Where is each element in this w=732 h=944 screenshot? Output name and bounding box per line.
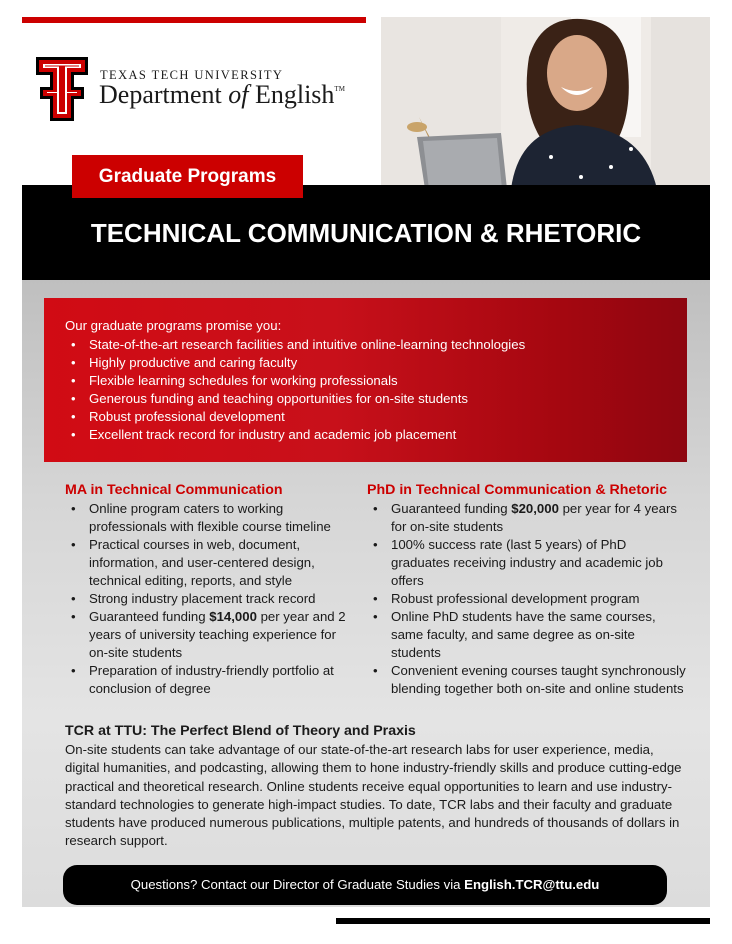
ma-section xyxy=(65,482,355,698)
list-item xyxy=(65,608,355,662)
phd-heading: PhD in Technical Communication & Rhetoric xyxy=(367,482,668,498)
list-item: • Robust professional development program xyxy=(367,590,687,608)
funding-suffix: per year for 4 years for on-site students xyxy=(391,501,677,534)
ma-heading: MA in Technical Communication xyxy=(65,482,283,498)
list-item: • State-of-the-art research facilities and intuitive online-learning technologies xyxy=(65,336,525,354)
funding-prefix: Guaranteed funding xyxy=(89,609,210,624)
list-item: • Strong industry placement track record xyxy=(65,590,355,608)
trademark-mark: TM xyxy=(334,85,345,93)
list-item: • Flexible learning schedules for working professionals xyxy=(65,372,525,390)
blend-heading: TCR at TTU: The Perfect Blend of Theory and Praxis xyxy=(65,723,416,739)
contact-text: Questions? Contact our Director of Graduate Studies via xyxy=(130,877,465,892)
ma-list xyxy=(65,500,355,698)
list-item: • Practical courses in web, document, information, and user-centered design, technical editing, reports, and style xyxy=(65,536,355,590)
funding-amount: $14,000 xyxy=(209,609,257,624)
promise-list xyxy=(65,336,525,444)
promise-intro: Our graduate programs promise you: xyxy=(65,318,282,333)
blend-paragraph: On-site students can take advantage of our state-of-the-art research labs for user experience, media, digital humanities, and podcasting, allowing them to hone industry-friendly skills and produce cutting-edge practical and theoretical research. Online students receive equal opportunities to learn and use industry-standard technologies to generate high-impact studies. To date, TCR labs and their faculty and graduate students have produced numerous publications, multiple patents, and hundreds of thousands of dollars in research support. xyxy=(65,742,682,849)
funding-suffix: per year and 2 years of university teaching experience for on-site students xyxy=(89,609,346,660)
list-item: • Preparation of industry-friendly portfolio at conclusion of degree xyxy=(65,662,355,698)
list-item: • Generous funding and teaching opportunities for on-site students xyxy=(65,390,525,408)
department-name xyxy=(99,80,345,110)
list-item: • Excellent track record for industry and academic job placement xyxy=(65,426,525,444)
list-item: • 100% success rate (last 5 years) of PhD graduates receiving industry and academic job offers xyxy=(367,536,687,590)
list-item: • Robust professional development xyxy=(65,408,525,426)
university-name: TEXAS TECH UNIVERSITY xyxy=(100,68,284,82)
funding-amount: $20,000 xyxy=(511,501,559,516)
promise-box xyxy=(44,298,687,462)
list-item: • Convenient evening courses taught synchronously blending together both on-site and online students xyxy=(367,662,687,698)
contact-bar xyxy=(63,865,667,905)
double-t-logo xyxy=(34,55,90,123)
list-item: • Online program caters to working professionals with flexible course timeline xyxy=(65,500,355,536)
top-red-rule xyxy=(22,17,366,23)
title-band xyxy=(22,185,710,280)
phd-list xyxy=(367,500,687,698)
list-item: • Highly productive and caring faculty xyxy=(65,354,525,372)
contact-email-link[interactable]: English.TCR@ttu.edu xyxy=(464,877,600,892)
list-item: • Online PhD students have the same courses, same faculty, and same degree as on-site students xyxy=(367,608,687,662)
phd-section xyxy=(367,482,687,698)
program-tag: Graduate Programs xyxy=(72,155,303,198)
department-word: Department xyxy=(99,80,222,109)
hero-photo xyxy=(381,17,710,189)
program-title: TECHNICAL COMMUNICATION & RHETORIC xyxy=(90,218,642,248)
department-of: of xyxy=(228,80,249,109)
list-item xyxy=(367,500,687,536)
bottom-black-rule xyxy=(336,918,710,924)
department-english: English xyxy=(254,80,335,109)
funding-prefix: Guaranteed funding xyxy=(391,501,512,516)
